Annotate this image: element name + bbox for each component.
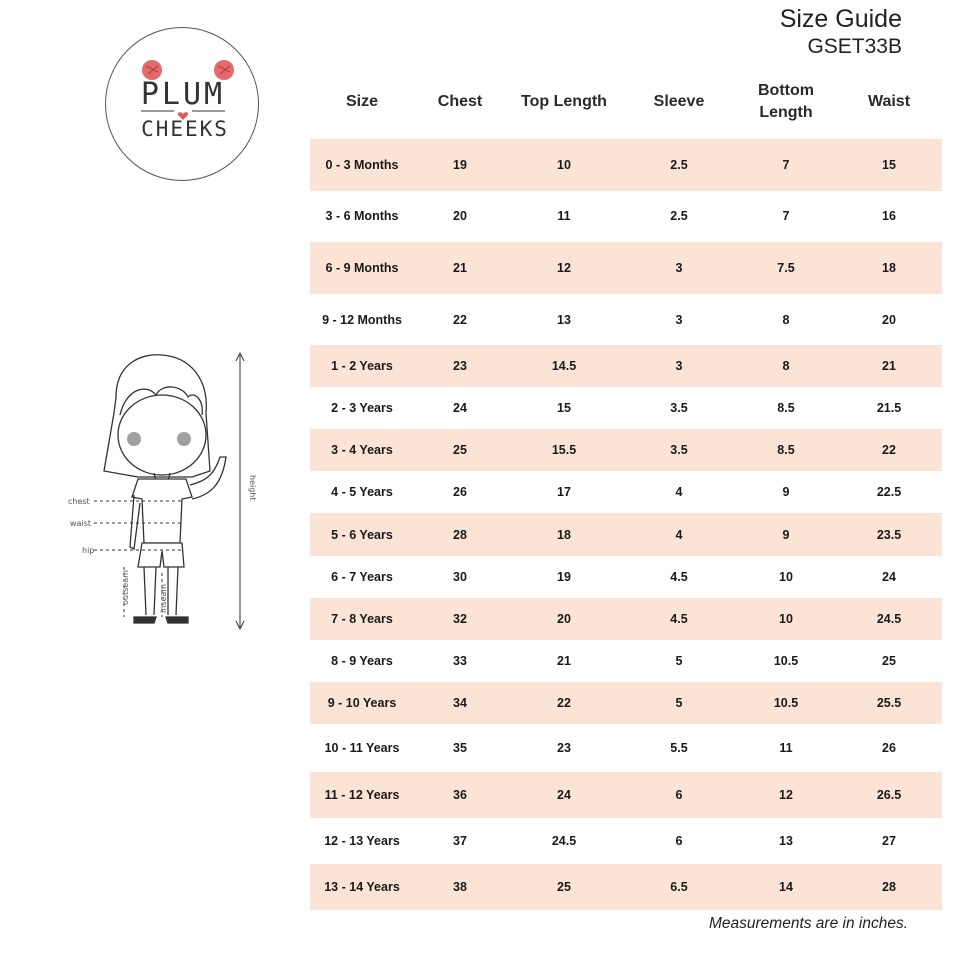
cell-sleeve: 3.5 — [670, 443, 688, 457]
cell-chest: 38 — [453, 880, 467, 894]
cell-top-length: 14.5 — [551, 359, 577, 373]
cell-bottom-length: 7.5 — [777, 261, 795, 275]
table-row — [310, 556, 942, 598]
table-row — [310, 345, 942, 387]
cell-top-length: 24.5 — [551, 834, 577, 848]
logo-text-plum: PLUM — [140, 77, 226, 112]
table-row — [310, 387, 942, 429]
logo-text-cheeks: CHEEKS — [141, 117, 229, 141]
cell-waist: 21 — [882, 359, 896, 373]
cell-top-length: 22 — [557, 696, 571, 710]
table-row — [310, 139, 942, 191]
cell-top-length: 20 — [557, 612, 571, 626]
cell-size: 9 - 10 Years — [327, 696, 397, 710]
col-header-waist: Waist — [867, 93, 911, 110]
cell-size: 11 - 12 Years — [324, 788, 400, 802]
cell-bottom-length: 10.5 — [773, 696, 799, 710]
cell-chest: 20 — [453, 209, 467, 223]
cell-waist: 22.5 — [876, 485, 902, 499]
cell-bottom-length: 7 — [782, 158, 790, 172]
cell-chest: 28 — [453, 527, 467, 542]
cell-bottom-length: 11 — [779, 741, 793, 755]
cell-chest: 19 — [453, 158, 467, 172]
table-row — [310, 471, 942, 513]
cell-size: 6 - 7 Years — [331, 570, 393, 584]
cell-waist: 24.5 — [876, 612, 902, 626]
cell-chest: 21 — [453, 261, 467, 275]
cell-top-length: 13 — [557, 312, 571, 327]
table-row — [310, 190, 942, 242]
cell-waist: 27 — [882, 834, 896, 848]
cell-sleeve: 5 — [675, 654, 683, 668]
cell-size: 13 - 14 Years — [324, 880, 400, 894]
cell-bottom-length: 10 — [779, 570, 793, 584]
table-row — [310, 513, 942, 556]
table-header — [310, 66, 942, 138]
product-code: GSET33B — [807, 35, 902, 58]
cell-chest: 25 — [453, 443, 467, 457]
cell-top-length: 18 — [557, 527, 571, 542]
child-measurement-figure — [64, 345, 264, 645]
cell-size: 7 - 8 Years — [331, 612, 393, 626]
cell-waist: 22 — [882, 443, 896, 457]
cell-bottom-length: 14 — [779, 880, 793, 894]
cell-size: 2 - 3 Years — [331, 401, 393, 415]
cell-size: 5 - 6 Years — [331, 527, 393, 542]
table-row — [310, 724, 942, 772]
cell-top-length: 12 — [557, 261, 571, 275]
table-row — [310, 682, 942, 724]
cell-size: 9 - 12 Months — [322, 312, 402, 327]
page-title: Size Guide — [779, 5, 902, 33]
cell-sleeve: 4 — [675, 485, 683, 499]
cell-bottom-length: 9 — [782, 527, 790, 542]
cell-sleeve: 3 — [675, 359, 683, 373]
cell-bottom-length: 8 — [782, 312, 790, 327]
brand-logo — [105, 27, 259, 181]
col-header-size: Size — [345, 93, 378, 110]
cell-waist: 25 — [882, 654, 896, 668]
table-row — [310, 598, 942, 640]
table-row — [310, 640, 942, 682]
cell-sleeve: 3.5 — [670, 401, 688, 415]
cell-top-length: 19 — [557, 570, 571, 584]
cell-sleeve: 5 — [675, 696, 683, 710]
cell-bottom-length: 8.5 — [777, 401, 795, 415]
label-waist: waist — [70, 519, 91, 528]
cell-top-length: 24 — [557, 788, 571, 802]
cell-size: 1 - 2 Years — [331, 359, 393, 373]
cell-sleeve: 4 — [675, 527, 683, 542]
cell-size: 3 - 6 Months — [325, 209, 399, 223]
cell-top-length: 25 — [557, 880, 571, 894]
cell-waist: 15 — [882, 158, 896, 172]
cell-chest: 35 — [453, 741, 467, 755]
cell-sleeve: 6.5 — [670, 880, 688, 894]
cell-chest: 32 — [453, 612, 467, 626]
measurement-note: Measurements are in inches. — [708, 915, 908, 932]
table-row — [310, 294, 942, 345]
cell-sleeve: 4.5 — [670, 570, 688, 584]
label-chest: chest — [68, 497, 90, 506]
table-row — [310, 772, 942, 818]
cell-chest: 22 — [453, 312, 467, 327]
cell-size: 10 - 11 Years — [324, 741, 400, 755]
label-outseam: outseam — [121, 570, 130, 605]
cell-waist: 20 — [882, 312, 896, 327]
cell-waist: 25.5 — [876, 696, 902, 710]
cell-chest: 30 — [453, 570, 467, 584]
cell-waist: 26 — [882, 741, 896, 755]
cell-bottom-length: 12 — [779, 788, 793, 802]
table-row — [310, 818, 942, 864]
table-row — [310, 864, 942, 910]
label-inseam: inseam — [159, 583, 168, 613]
cell-chest: 23 — [453, 359, 467, 373]
cell-chest: 33 — [453, 654, 467, 668]
table-row — [310, 429, 942, 471]
col-header-chest: Chest — [437, 93, 483, 110]
col-header-top-length: Top Length — [521, 93, 607, 110]
cell-waist: 28 — [882, 880, 896, 894]
cell-chest: 26 — [453, 485, 467, 499]
cell-chest: 34 — [453, 696, 467, 710]
cell-top-length: 10 — [557, 158, 571, 172]
col-header-bottom-length: Bottom Length — [758, 82, 814, 121]
cell-size: 3 - 4 Years — [331, 443, 393, 457]
cell-bottom-length: 9 — [782, 485, 790, 499]
cell-bottom-length: 8 — [782, 359, 790, 373]
figure-illustration — [64, 345, 264, 645]
cell-top-length: 23 — [557, 741, 571, 755]
cell-size: 4 - 5 Years — [331, 485, 393, 499]
cell-size: 0 - 3 Months — [325, 158, 399, 172]
cell-sleeve: 6 — [675, 834, 683, 848]
cell-bottom-length: 7 — [782, 209, 790, 223]
label-height: height — [248, 475, 257, 501]
col-header-sleeve: Sleeve — [653, 93, 705, 110]
cell-bottom-length: 10 — [779, 612, 793, 626]
cell-top-length: 15.5 — [551, 443, 577, 457]
cell-waist: 23.5 — [876, 527, 902, 542]
cell-chest: 24 — [453, 401, 467, 415]
cell-top-length: 17 — [557, 485, 571, 499]
table-row — [310, 242, 942, 294]
cell-top-length: 15 — [557, 401, 571, 415]
label-hip: hip — [82, 546, 95, 555]
cell-size: 12 - 13 Years — [324, 834, 400, 848]
cell-sleeve: 5.5 — [670, 741, 688, 755]
cell-bottom-length: 13 — [779, 834, 793, 848]
cell-sleeve: 6 — [675, 788, 683, 802]
cell-sleeve: 3 — [675, 312, 683, 327]
cell-sleeve: 4.5 — [670, 612, 688, 626]
cell-bottom-length: 8.5 — [777, 443, 795, 457]
cell-size: 8 - 9 Years — [331, 654, 393, 668]
cell-waist: 21.5 — [876, 401, 902, 415]
cell-waist: 16 — [882, 209, 896, 223]
cell-chest: 36 — [453, 788, 467, 802]
cell-waist: 24 — [882, 570, 896, 584]
cell-sleeve: 2.5 — [670, 158, 688, 172]
cell-chest: 37 — [453, 834, 467, 848]
cell-size: 6 - 9 Months — [325, 261, 399, 275]
logo-graphic — [106, 28, 260, 182]
cell-sleeve: 2.5 — [670, 209, 688, 223]
title-block — [780, 4, 902, 60]
cell-waist: 26.5 — [876, 788, 902, 802]
cell-sleeve: 3 — [675, 261, 683, 275]
cell-top-length: 11 — [557, 209, 571, 223]
cell-top-length: 21 — [557, 654, 571, 668]
cell-bottom-length: 10.5 — [773, 654, 799, 668]
cell-waist: 18 — [882, 261, 896, 275]
